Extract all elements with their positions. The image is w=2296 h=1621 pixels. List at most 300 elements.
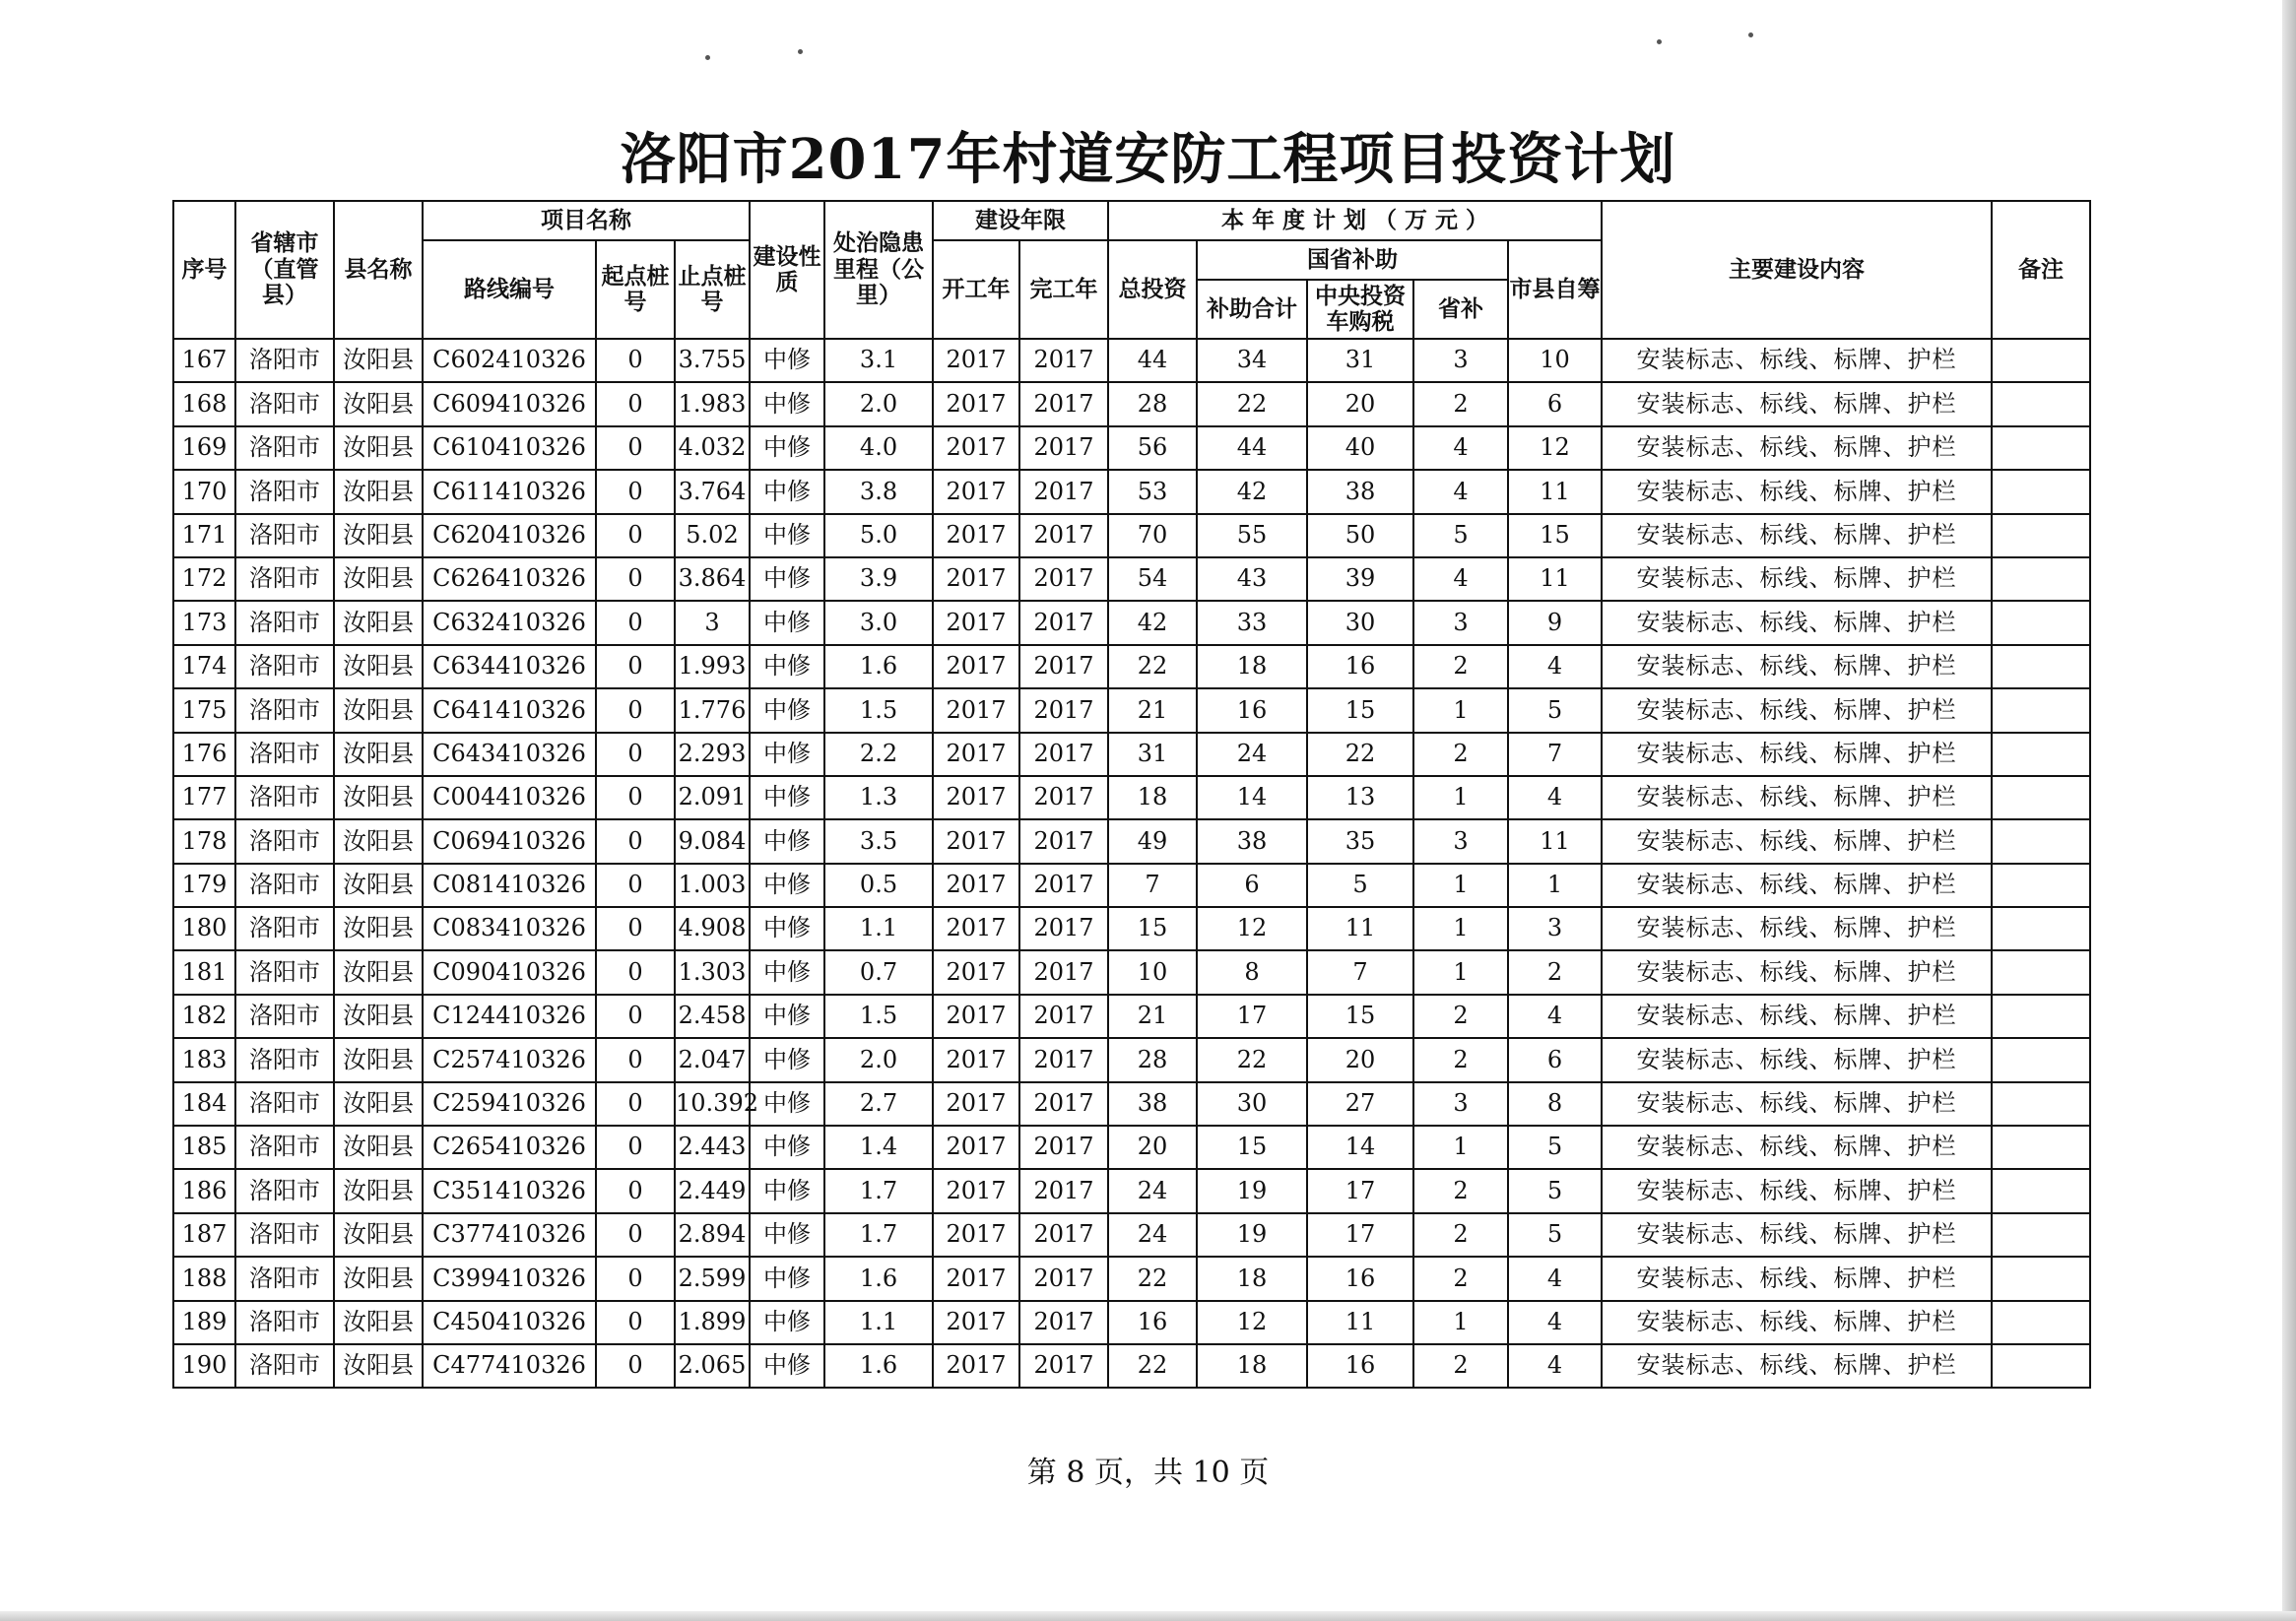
cell-mileage: 4.0 [824,426,933,470]
cell-nature: 中修 [750,1082,824,1126]
cell-subsidy-total: 43 [1197,557,1307,601]
cell-start-year: 2017 [933,1082,1019,1126]
cell-nature: 中修 [750,688,824,732]
cell-content: 安装标志、标线、标牌、护栏 [1602,426,1992,470]
cell-provincial: 1 [1413,907,1508,950]
cell-end-stake: 1.303 [675,950,750,994]
cell-provincial: 3 [1413,819,1508,863]
cell-end-stake: 2.894 [675,1213,750,1257]
cell-end-year: 2017 [1019,864,1108,907]
cell-self-raised: 15 [1508,514,1602,557]
cell-total: 21 [1108,688,1197,732]
cell-subsidy-total: 22 [1197,1038,1307,1081]
cell-mileage: 3.5 [824,819,933,863]
cell-provincial: 3 [1413,1082,1508,1126]
cell-start-stake: 0 [596,470,675,513]
cell-provincial: 2 [1413,1169,1508,1212]
cell-end-year: 2017 [1019,1169,1108,1212]
cell-route-code: C377410326 [423,1213,596,1257]
cell-central-tax: 14 [1307,1126,1413,1169]
cell-county: 汝阳县 [334,776,423,819]
header-nature: 建设性质 [750,201,824,339]
cell-content: 安装标志、标线、标牌、护栏 [1602,1169,1992,1212]
table-row [173,688,2090,732]
cell-route-code: C081410326 [423,864,596,907]
cell-subsidy-total: 19 [1197,1169,1307,1212]
cell-seq: 180 [173,907,235,950]
cell-end-stake: 1.993 [675,645,750,688]
cell-mileage: 0.7 [824,950,933,994]
cell-central-tax: 17 [1307,1213,1413,1257]
cell-seq: 187 [173,1213,235,1257]
cell-end-year: 2017 [1019,1038,1108,1081]
cell-self-raised: 4 [1508,1344,1602,1388]
cell-nature: 中修 [750,1257,824,1300]
cell-start-year: 2017 [933,1038,1019,1081]
cell-start-year: 2017 [933,1169,1019,1212]
cell-total: 24 [1108,1213,1197,1257]
cell-nature: 中修 [750,1344,824,1388]
cell-start-stake: 0 [596,1301,675,1344]
cell-route-code: C004410326 [423,776,596,819]
cell-subsidy-total: 30 [1197,1082,1307,1126]
table-row [173,1301,2090,1344]
cell-total: 42 [1108,601,1197,644]
cell-nature: 中修 [750,776,824,819]
cell-remark [1992,470,2090,513]
table-row [173,733,2090,776]
cell-county: 汝阳县 [334,688,423,732]
table-row [173,339,2090,382]
cell-self-raised: 7 [1508,733,1602,776]
cell-content: 安装标志、标线、标牌、护栏 [1602,950,1992,994]
cell-route-code: C609410326 [423,382,596,425]
cell-route-code: C632410326 [423,601,596,644]
cell-end-stake: 10.392 [675,1082,750,1126]
cell-city: 洛阳市 [235,733,334,776]
cell-city: 洛阳市 [235,995,334,1038]
cell-mileage: 1.7 [824,1213,933,1257]
table-row [173,864,2090,907]
cell-start-stake: 0 [596,819,675,863]
cell-seq: 183 [173,1038,235,1081]
cell-seq: 169 [173,426,235,470]
cell-remark [1992,514,2090,557]
cell-self-raised: 3 [1508,907,1602,950]
cell-seq: 176 [173,733,235,776]
header-seq: 序号 [173,201,235,339]
scan-edge-right [2282,0,2296,1621]
cell-end-stake: 2.458 [675,995,750,1038]
cell-city: 洛阳市 [235,1169,334,1212]
cell-subsidy-total: 18 [1197,1257,1307,1300]
cell-route-code: C265410326 [423,1126,596,1169]
cell-total: 54 [1108,557,1197,601]
cell-mileage: 1.5 [824,995,933,1038]
cell-content: 安装标志、标线、标牌、护栏 [1602,1257,1992,1300]
table-row [173,514,2090,557]
cell-content: 安装标志、标线、标牌、护栏 [1602,1082,1992,1126]
cell-nature: 中修 [750,601,824,644]
cell-end-year: 2017 [1019,1082,1108,1126]
cell-start-stake: 0 [596,688,675,732]
cell-mileage: 1.3 [824,776,933,819]
cell-city: 洛阳市 [235,1038,334,1081]
cell-start-stake: 0 [596,1213,675,1257]
cell-nature: 中修 [750,995,824,1038]
cell-seq: 181 [173,950,235,994]
cell-provincial: 3 [1413,339,1508,382]
cell-end-year: 2017 [1019,470,1108,513]
header-county: 县名称 [334,201,423,339]
cell-seq: 167 [173,339,235,382]
cell-remark [1992,1213,2090,1257]
cell-total: 70 [1108,514,1197,557]
cell-nature: 中修 [750,557,824,601]
cell-city: 洛阳市 [235,907,334,950]
cell-central-tax: 30 [1307,601,1413,644]
cell-total: 38 [1108,1082,1197,1126]
cell-end-year: 2017 [1019,776,1108,819]
cell-central-tax: 11 [1307,907,1413,950]
cell-start-stake: 0 [596,1169,675,1212]
cell-provincial: 4 [1413,557,1508,601]
scan-speck [1748,32,1753,37]
cell-total: 16 [1108,1301,1197,1344]
cell-content: 安装标志、标线、标牌、护栏 [1602,382,1992,425]
cell-city: 洛阳市 [235,819,334,863]
cell-content: 安装标志、标线、标牌、护栏 [1602,514,1992,557]
cell-central-tax: 13 [1307,776,1413,819]
cell-route-code: C257410326 [423,1038,596,1081]
cell-remark [1992,950,2090,994]
cell-total: 18 [1108,776,1197,819]
cell-end-stake: 1.003 [675,864,750,907]
cell-self-raised: 5 [1508,1169,1602,1212]
cell-total: 20 [1108,1126,1197,1169]
cell-city: 洛阳市 [235,1257,334,1300]
cell-county: 汝阳县 [334,1169,423,1212]
cell-content: 安装标志、标线、标牌、护栏 [1602,601,1992,644]
cell-route-code: C611410326 [423,470,596,513]
cell-start-year: 2017 [933,864,1019,907]
page-footer: 第 8 页，共 10 页 [1026,1456,1270,1490]
table-body [173,339,2090,1388]
cell-content: 安装标志、标线、标牌、护栏 [1602,557,1992,601]
cell-provincial: 1 [1413,688,1508,732]
cell-end-year: 2017 [1019,382,1108,425]
cell-content: 安装标志、标线、标牌、护栏 [1602,776,1992,819]
cell-county: 汝阳县 [334,1213,423,1257]
scan-speck [705,55,710,60]
cell-total: 21 [1108,995,1197,1038]
cell-mileage: 2.7 [824,1082,933,1126]
cell-seq: 185 [173,1126,235,1169]
cell-mileage: 2.0 [824,1038,933,1081]
table-row [173,557,2090,601]
cell-central-tax: 27 [1307,1082,1413,1126]
cell-nature: 中修 [750,907,824,950]
cell-nature: 中修 [750,645,824,688]
cell-central-tax: 31 [1307,339,1413,382]
cell-nature: 中修 [750,733,824,776]
cell-remark [1992,1169,2090,1212]
cell-remark [1992,426,2090,470]
cell-mileage: 0.5 [824,864,933,907]
cell-content: 安装标志、标线、标牌、护栏 [1602,733,1992,776]
cell-route-code: C477410326 [423,1344,596,1388]
cell-start-year: 2017 [933,1344,1019,1388]
table-row [173,1213,2090,1257]
header-national-subsidy: 国省补助 [1197,240,1508,280]
cell-end-stake: 2.065 [675,1344,750,1388]
cell-content: 安装标志、标线、标牌、护栏 [1602,688,1992,732]
cell-city: 洛阳市 [235,950,334,994]
cell-city: 洛阳市 [235,1126,334,1169]
cell-subsidy-total: 38 [1197,819,1307,863]
cell-central-tax: 20 [1307,382,1413,425]
cell-county: 汝阳县 [334,1126,423,1169]
cell-provincial: 2 [1413,1257,1508,1300]
cell-route-code: C090410326 [423,950,596,994]
cell-provincial: 2 [1413,995,1508,1038]
cell-remark [1992,601,2090,644]
cell-end-stake: 3.764 [675,470,750,513]
cell-content: 安装标志、标线、标牌、护栏 [1602,645,1992,688]
cell-county: 汝阳县 [334,1082,423,1126]
cell-central-tax: 40 [1307,426,1413,470]
cell-start-stake: 0 [596,995,675,1038]
cell-content: 安装标志、标线、标牌、护栏 [1602,1213,1992,1257]
cell-total: 22 [1108,645,1197,688]
cell-city: 洛阳市 [235,470,334,513]
table-row [173,601,2090,644]
cell-mileage: 2.2 [824,733,933,776]
cell-county: 汝阳县 [334,470,423,513]
cell-self-raised: 11 [1508,470,1602,513]
cell-seq: 174 [173,645,235,688]
cell-central-tax: 38 [1307,470,1413,513]
cell-route-code: C450410326 [423,1301,596,1344]
cell-subsidy-total: 14 [1197,776,1307,819]
cell-start-year: 2017 [933,1213,1019,1257]
cell-content: 安装标志、标线、标牌、护栏 [1602,1126,1992,1169]
table-row [173,995,2090,1038]
cell-self-raised: 4 [1508,645,1602,688]
cell-start-year: 2017 [933,733,1019,776]
cell-central-tax: 39 [1307,557,1413,601]
cell-route-code: C259410326 [423,1082,596,1126]
cell-seq: 172 [173,557,235,601]
cell-remark [1992,557,2090,601]
cell-total: 31 [1108,733,1197,776]
cell-central-tax: 16 [1307,1257,1413,1300]
cell-county: 汝阳县 [334,733,423,776]
cell-city: 洛阳市 [235,1082,334,1126]
cell-subsidy-total: 34 [1197,339,1307,382]
cell-end-stake: 2.047 [675,1038,750,1081]
cell-end-year: 2017 [1019,950,1108,994]
scan-speck [1657,39,1662,44]
cell-seq: 173 [173,601,235,644]
header-end-stake: 止点桩号 [675,240,750,339]
cell-self-raised: 4 [1508,776,1602,819]
cell-central-tax: 16 [1307,645,1413,688]
cell-mileage: 1.6 [824,1257,933,1300]
cell-self-raised: 5 [1508,1213,1602,1257]
cell-subsidy-total: 33 [1197,601,1307,644]
header-self-raised: 市县自筹 [1508,240,1602,339]
cell-seq: 182 [173,995,235,1038]
cell-remark [1992,339,2090,382]
cell-content: 安装标志、标线、标牌、护栏 [1602,864,1992,907]
cell-start-stake: 0 [596,733,675,776]
cell-content: 安装标志、标线、标牌、护栏 [1602,1038,1992,1081]
header-route-code: 路线编号 [423,240,596,339]
cell-provincial: 1 [1413,776,1508,819]
cell-seq: 171 [173,514,235,557]
cell-end-year: 2017 [1019,1301,1108,1344]
cell-nature: 中修 [750,819,824,863]
cell-central-tax: 20 [1307,1038,1413,1081]
cell-city: 洛阳市 [235,645,334,688]
cell-central-tax: 35 [1307,819,1413,863]
cell-start-stake: 0 [596,776,675,819]
cell-provincial: 2 [1413,645,1508,688]
cell-start-stake: 0 [596,1082,675,1126]
cell-route-code: C626410326 [423,557,596,601]
cell-start-stake: 0 [596,382,675,425]
cell-mileage: 3.1 [824,339,933,382]
cell-start-stake: 0 [596,339,675,382]
cell-end-stake: 3.864 [675,557,750,601]
cell-self-raised: 6 [1508,382,1602,425]
cell-seq: 178 [173,819,235,863]
cell-nature: 中修 [750,514,824,557]
cell-route-code: C069410326 [423,819,596,863]
cell-nature: 中修 [750,1126,824,1169]
cell-county: 汝阳县 [334,645,423,688]
cell-remark [1992,1126,2090,1169]
cell-seq: 184 [173,1082,235,1126]
table-row [173,1038,2090,1081]
cell-total: 10 [1108,950,1197,994]
cell-content: 安装标志、标线、标牌、护栏 [1602,907,1992,950]
cell-remark [1992,995,2090,1038]
cell-start-stake: 0 [596,1257,675,1300]
table-row [173,1169,2090,1212]
cell-provincial: 5 [1413,514,1508,557]
cell-mileage: 1.4 [824,1126,933,1169]
cell-mileage: 1.1 [824,907,933,950]
cell-county: 汝阳县 [334,339,423,382]
table-row [173,426,2090,470]
cell-start-stake: 0 [596,514,675,557]
cell-mileage: 1.1 [824,1301,933,1344]
cell-county: 汝阳县 [334,382,423,425]
cell-start-stake: 0 [596,864,675,907]
cell-start-stake: 0 [596,426,675,470]
cell-remark [1992,382,2090,425]
cell-start-stake: 0 [596,1344,675,1388]
cell-city: 洛阳市 [235,382,334,425]
cell-nature: 中修 [750,950,824,994]
cell-county: 汝阳县 [334,1257,423,1300]
cell-central-tax: 15 [1307,995,1413,1038]
cell-nature: 中修 [750,1169,824,1212]
cell-end-stake: 5.02 [675,514,750,557]
cell-end-stake: 2.449 [675,1169,750,1212]
cell-self-raised: 12 [1508,426,1602,470]
cell-remark [1992,688,2090,732]
cell-end-year: 2017 [1019,995,1108,1038]
cell-self-raised: 4 [1508,995,1602,1038]
cell-route-code: C643410326 [423,733,596,776]
cell-remark [1992,1038,2090,1081]
cell-content: 安装标志、标线、标牌、护栏 [1602,1301,1992,1344]
cell-total: 7 [1108,864,1197,907]
cell-total: 56 [1108,426,1197,470]
cell-subsidy-total: 16 [1197,688,1307,732]
cell-central-tax: 17 [1307,1169,1413,1212]
cell-start-year: 2017 [933,339,1019,382]
cell-start-stake: 0 [596,1126,675,1169]
cell-start-year: 2017 [933,776,1019,819]
cell-route-code: C610410326 [423,426,596,470]
cell-county: 汝阳县 [334,1038,423,1081]
cell-provincial: 1 [1413,1301,1508,1344]
table-header [173,201,2090,339]
cell-start-year: 2017 [933,995,1019,1038]
header-central-tax: 中央投资车购税 [1307,280,1413,339]
scan-speck [798,49,803,54]
scan-edge-bottom [0,1611,2296,1621]
table-row [173,950,2090,994]
cell-route-code: C641410326 [423,688,596,732]
header-remarks: 备注 [1992,201,2090,339]
cell-end-year: 2017 [1019,514,1108,557]
cell-total: 22 [1108,1344,1197,1388]
header-period: 建设年限 [933,201,1108,240]
cell-total: 53 [1108,470,1197,513]
table-row [173,1126,2090,1169]
cell-central-tax: 15 [1307,688,1413,732]
cell-end-stake: 1.899 [675,1301,750,1344]
document-title: 洛阳市2017年村道安防工程项目投资计划 [620,127,1676,192]
cell-start-stake: 0 [596,907,675,950]
cell-route-code: C620410326 [423,514,596,557]
cell-self-raised: 10 [1508,339,1602,382]
header-project-name: 项目名称 [423,201,750,240]
cell-county: 汝阳县 [334,864,423,907]
cell-nature: 中修 [750,382,824,425]
cell-self-raised: 8 [1508,1082,1602,1126]
cell-route-code: C083410326 [423,907,596,950]
cell-end-stake: 9.084 [675,819,750,863]
cell-county: 汝阳县 [334,950,423,994]
cell-mileage: 1.6 [824,645,933,688]
cell-content: 安装标志、标线、标牌、护栏 [1602,339,1992,382]
cell-provincial: 4 [1413,426,1508,470]
cell-county: 汝阳县 [334,601,423,644]
cell-seq: 190 [173,1344,235,1388]
cell-self-raised: 5 [1508,1126,1602,1169]
cell-self-raised: 5 [1508,688,1602,732]
cell-end-year: 2017 [1019,645,1108,688]
cell-county: 汝阳县 [334,907,423,950]
cell-self-raised: 6 [1508,1038,1602,1081]
cell-route-code: C351410326 [423,1169,596,1212]
